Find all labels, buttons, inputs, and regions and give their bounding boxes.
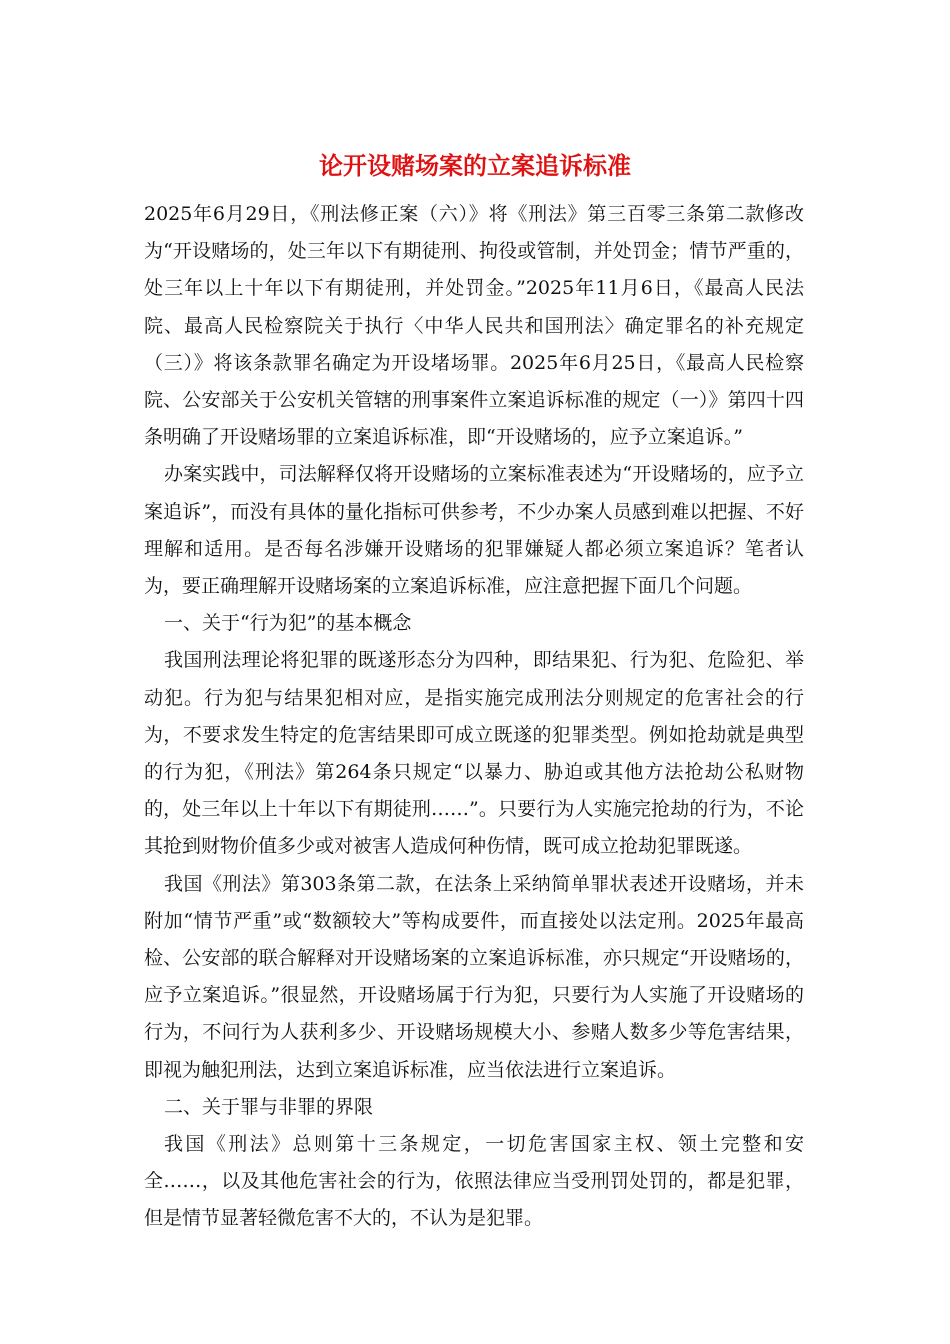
paragraph-article-303: 我国《刑法》第303条第二款，在法条上采纳简单罪状表述开设赌场，并未附加“情节严重”或“数额较大”等构成要件，而直接处以法定刑。2025年最高检、公安部的联合解释对开设赌场案的立案追诉标准，亦只规定“开设赌场的，应予立案追诉。”很显然，开设赌场属于行为犯，只要行为人实施了开设赌场的行为，不问行为人获利多少、开设赌场规模大小、参赌人数多少等危害结果，即视为触犯刑法，达到立案追诉标准，应当依法进行立案追诉。 [144,872,804,1081]
section-heading-behavior-crime: 一、关于“行为犯”的基本概念 [164,612,412,635]
paragraph-article-13: 我国《刑法》总则第十三条规定，一切危害国家主权、领土完整和安全……，以及其他危害社会的行为，依照法律应当受刑罚处罚的，都是犯罪，但是情节显著轻微危害不大的，不认为是犯罪。 [144,1133,804,1230]
paragraph-behavior-crime-theory: 我国刑法理论将犯罪的既遂形态分为四种，即结果犯、行为犯、危险犯、举动犯。行为犯与结果犯相对应，是指实施完成刑法分则规定的危害社会的行为，不要求发生特定的危害结果即可成立既遂的犯罪类型。例如抢劫就是典型的行为犯，《刑法》第264条只规定“以暴力、胁迫或其他方法抢劫公私财物的，处三年以上十年以下有期徒刑……”。只要行为人实施完抢劫的行为，不论其抢到财物价值多少或对被害人造成何种伤情，既可成立抢劫犯罪既遂。 [144,649,804,858]
document-title: 论开设赌场案的立案追诉标准 [319,151,631,180]
paragraph-practice-issue: 办案实践中，司法解释仅将开设赌场的立案标准表述为“开设赌场的，应予立案追诉”，而没有具体的量化指标可供参考，不少办案人员感到难以把握、不好理解和适用。是否每名涉嫌开设赌场的犯罪嫌疑人都必须立案追诉？笔者认为，要正确理解开设赌场案的立案追诉标准，应注意把握下面几个问题。 [144,463,804,598]
document-body [144,196,804,1238]
section-heading-crime-boundary: 二、关于罪与非罪的界限 [164,1095,374,1118]
paragraph-amendment-history: 2025年6月29日，《刑法修正案（六）》将《刑法》第三百零三条第二款修改为“开设赌场的，处三年以下有期徒刑、拘役或管制，并处罚金；情节严重的，处三年以上十年以下有期徒刑，并处罚金。”2025年11月6日，《最高人民法院、最高人民检察院关于执行〈中华人民共和国刑法〉确定罪名的补充规定（三）》将该条款罪名确定为开设堵场罪。2025年6月25日，《最高人民检察院、公安部关于公安机关管辖的刑事案件立案追诉标准的规定（一）》第四十四条明确了开设赌场罪的立案追诉标准，即“开设赌场的，应予立案追诉。” [144,203,804,449]
